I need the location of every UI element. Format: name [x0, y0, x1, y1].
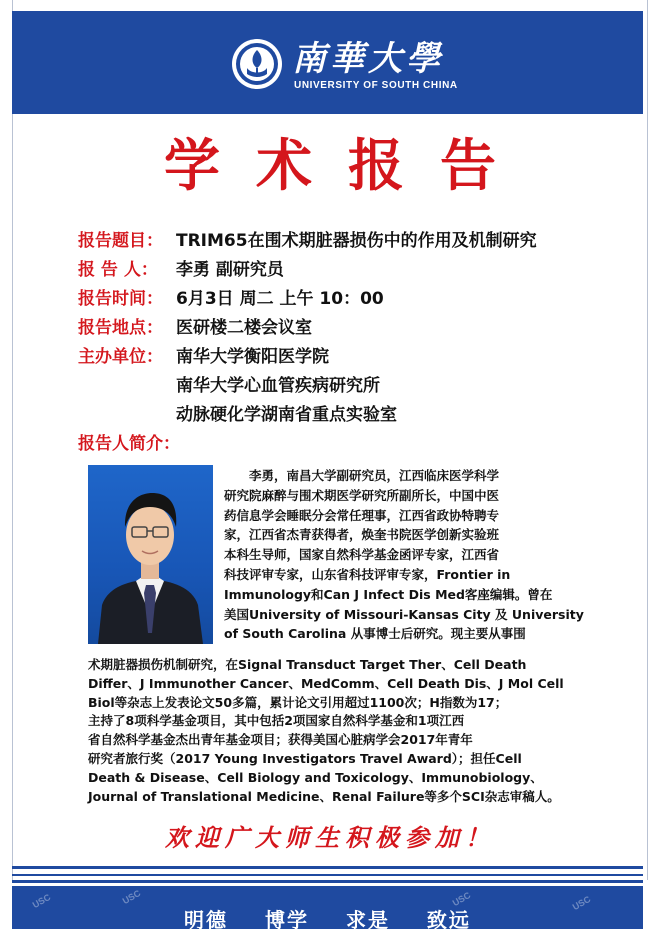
bio-line: Biol等杂志上发表论文50多篇，累计论文引用超过1100次；H指数为17； [88, 694, 508, 710]
bio-line: 美国University of Missouri-Kansas City 及 University [224, 606, 584, 622]
speaker-value: 李勇 副研究员 [176, 260, 284, 280]
host-label: 主办单位： [78, 347, 163, 367]
bio-line: 科技评审专家，山东省科技评审专家，Frontier in [224, 566, 511, 582]
bio-line: 研究院麻醉与围术期医学研究所副所长，中国中医 [224, 487, 500, 503]
footer-stripe [12, 880, 643, 883]
welcome-message: 欢迎广大师生积极参加！ [165, 823, 495, 852]
bio-line: 李勇，南昌大学副研究员，江西临床医学科学 [224, 468, 500, 483]
location-row [78, 317, 312, 339]
location-label: 报告地点： [78, 318, 163, 338]
bio-line: Journal of Translational Medicine、Renal Failure等多个SCI杂志审稿人。 [88, 788, 560, 804]
bio-line: 研究者旅行奖（2017 Young Investigators Travel Award）；担任Cell [88, 750, 522, 766]
time-label: 报告时间： [78, 289, 163, 309]
topic-row [78, 230, 537, 252]
host-value-1: 南华大学衡阳医学院 [176, 347, 329, 367]
frame-right [647, 0, 648, 880]
bio-line: 术期脏器损伤机制研究，在Signal Transduct Target Ther、Cell Death [88, 657, 527, 672]
frame-left [12, 0, 13, 880]
bio-line: Death & Disease、Cell Biology and Toxicology、Immunobiology、 [88, 769, 543, 785]
bio-line: Immunology和Can J Infect Dis Med客座编辑。曾在 [224, 586, 553, 602]
bio-line: 药信息学会睡眠分会常任理事，江西省政协特聘专 [224, 507, 500, 523]
bio-line: of South Carolina 从事博士后研究。现主要从事围 [224, 626, 526, 642]
footer-band [12, 886, 643, 929]
bio-line: 主持了8项科学基金项目，其中包括2项国家自然科学基金和1项江西 [88, 713, 465, 729]
speaker-row [78, 259, 284, 281]
watermark: USC [450, 889, 473, 909]
footer-stripe [12, 866, 643, 869]
topic-value: TRIM65在围术期脏器损伤中的作用及机制研究 [176, 231, 537, 251]
bio-line: 省自然科学基金杰出青年基金项目；获得美国心脏病学会2017年青年 [88, 732, 473, 748]
page-title: 学术报告 [164, 134, 532, 199]
speaker-photo [88, 465, 213, 644]
bio-text-bottom [88, 656, 598, 806]
time-row [78, 288, 384, 310]
host-value-3: 动脉硬化学湖南省重点实验室 [176, 405, 397, 425]
host-value-2: 南华大学心血管疾病研究所 [176, 376, 380, 396]
time-value: 6月3日 周二 上午 10：00 [176, 289, 384, 309]
school-motto: 明德 博学 求是 致远 [184, 908, 471, 929]
university-emblem-icon [231, 38, 283, 90]
bio-label: 报告人简介： [78, 434, 180, 454]
portrait-image [88, 465, 213, 644]
topic-label: 报告题目： [78, 231, 163, 251]
bio-line: 本科生导师，国家自然科学基金函评专家，江西省 [224, 547, 500, 563]
bio-line: 家，江西省杰青获得者，焕奎书院医学创新实验班 [224, 527, 500, 543]
bio-line: Differ、J Immunother Cancer、MedComm、Cell Death Dis、J Mol Cell [88, 675, 564, 691]
bio-row [78, 433, 180, 455]
host-row [78, 346, 329, 368]
university-name-cn: 南華大學 [292, 39, 444, 79]
location-value: 医研楼二楼会议室 [176, 318, 312, 338]
footer-stripe [12, 874, 643, 876]
watermark: USC [120, 887, 143, 907]
bio-text-top [224, 466, 586, 644]
watermark: USC [30, 891, 53, 911]
university-name-en: UNIVERSITY OF SOUTH CHINA [294, 80, 458, 91]
watermark: USC [570, 893, 593, 913]
speaker-label: 报 告 人： [78, 260, 158, 280]
